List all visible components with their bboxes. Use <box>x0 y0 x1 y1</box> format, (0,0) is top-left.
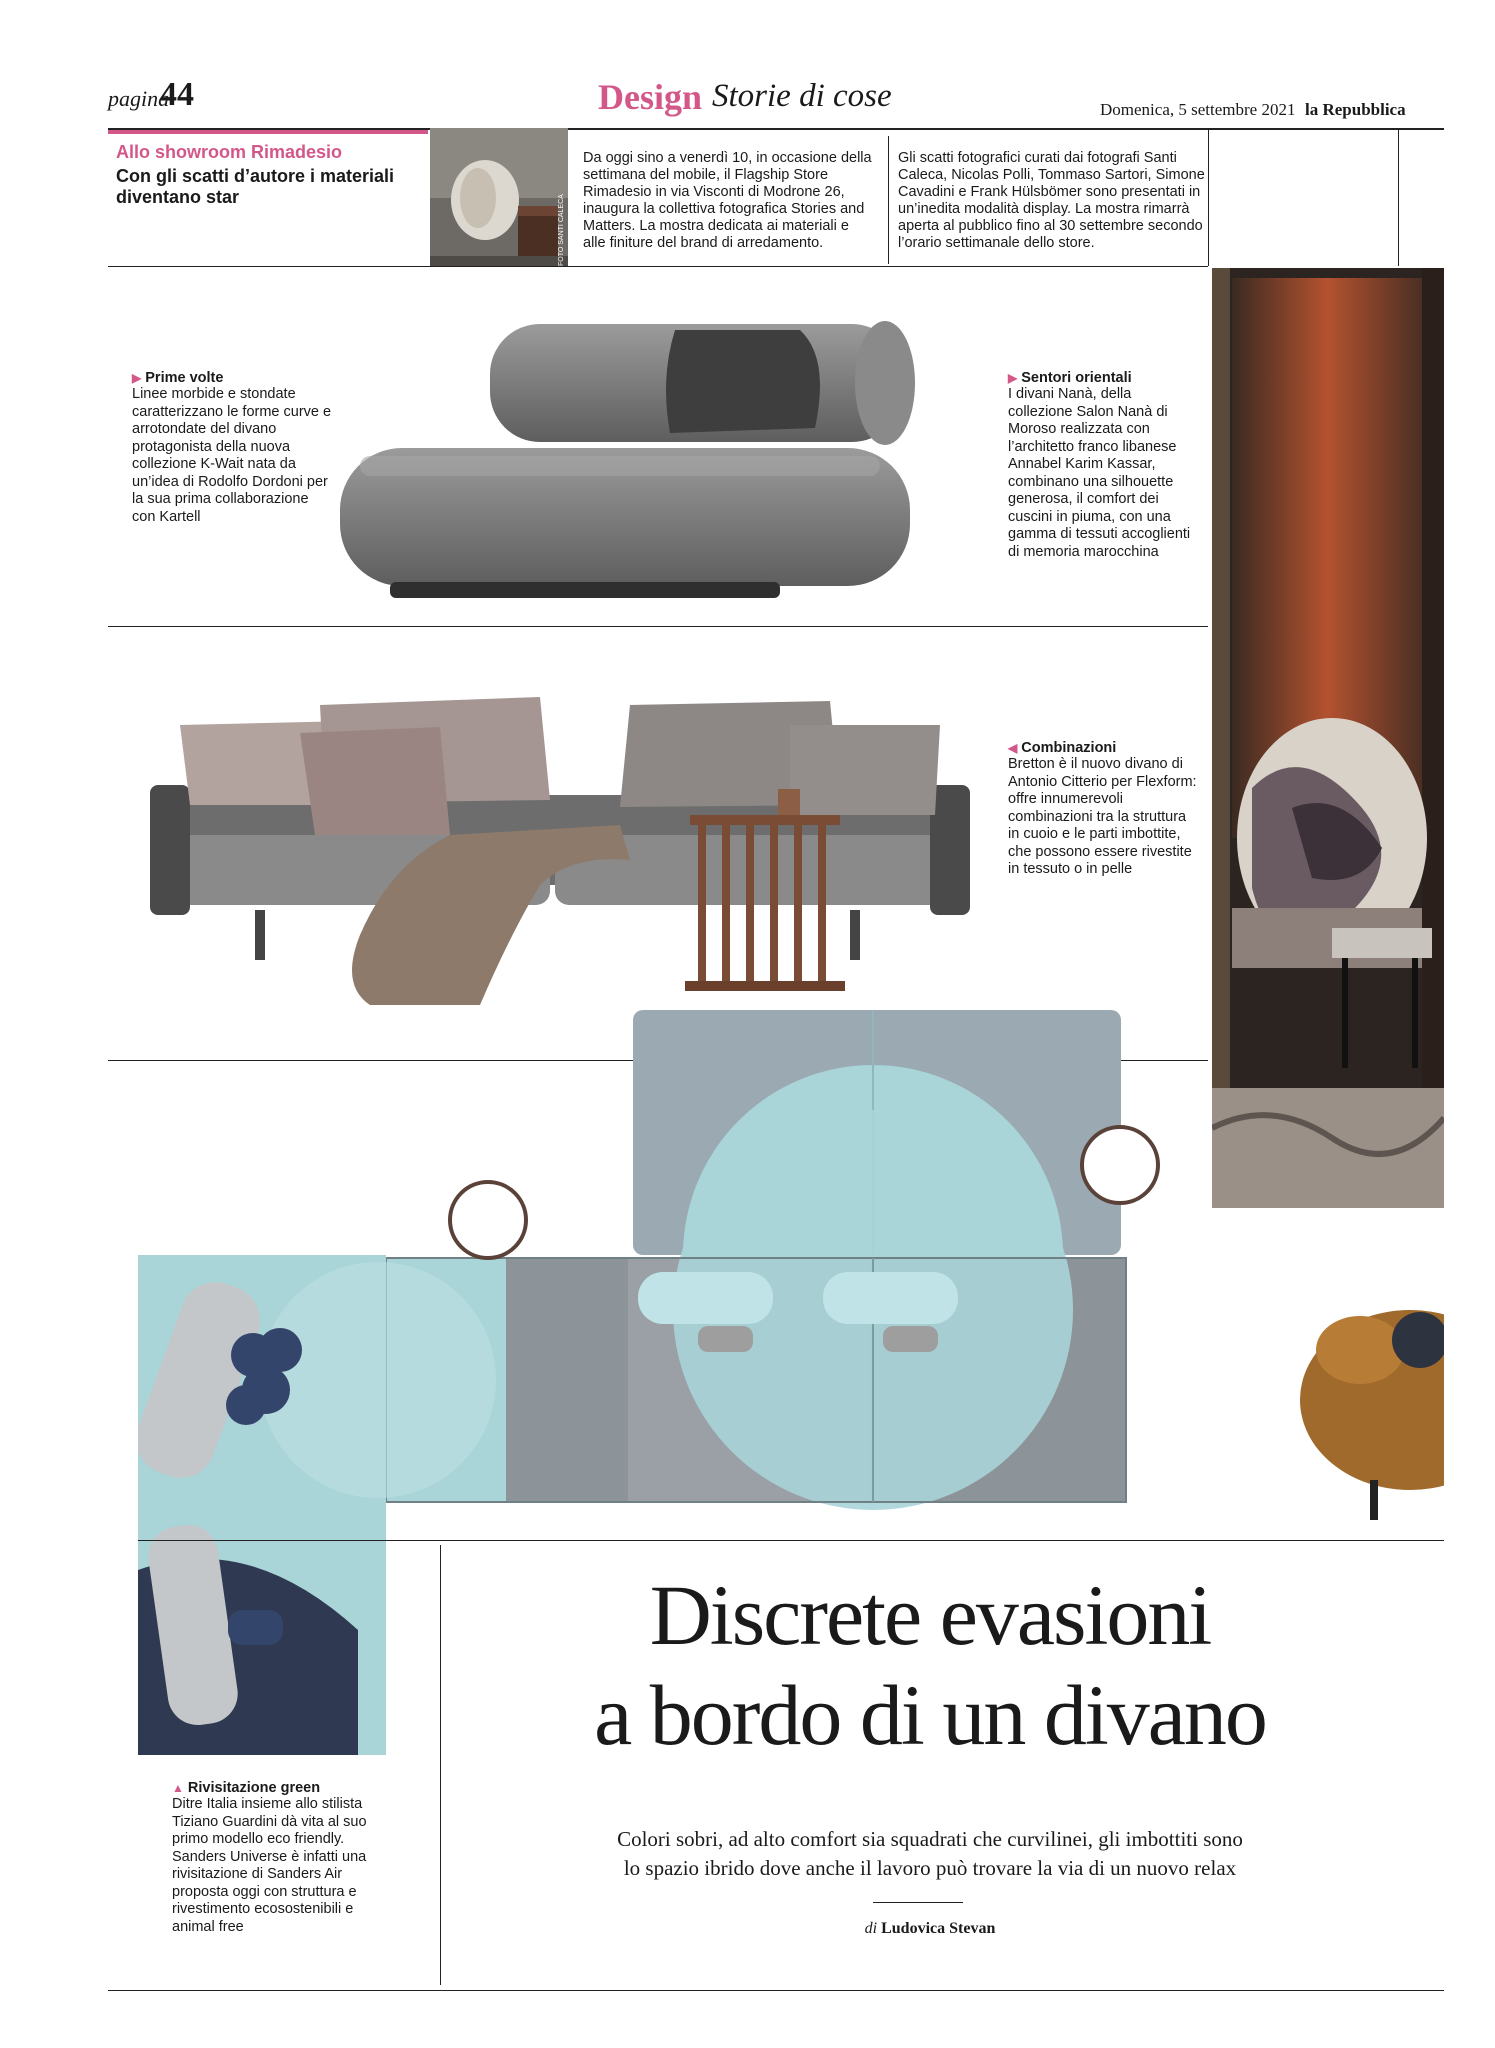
caption-title: Rivisitazione green <box>187 1780 321 1796</box>
kwait-sofa-image <box>330 318 930 608</box>
byline-prefix: di <box>864 1920 878 1937</box>
article-headline <box>440 1565 1420 1765</box>
box-right-edge-2 <box>1398 128 1399 266</box>
box-kicker: Allo showroom Rimadesio <box>116 142 343 162</box>
caption-title: Combinazioni <box>1021 740 1117 756</box>
bretton-sofa-image <box>150 685 1010 1005</box>
box-divider <box>888 136 889 264</box>
masthead-logo: la Repubblica <box>1305 100 1406 119</box>
byline-author: Ludovica Stevan <box>881 1920 996 1937</box>
dateline: Domenica, 5 settembre 2021 <box>1100 100 1296 119</box>
box-bottom-rule <box>108 266 1208 267</box>
triangle-right-icon: ▶ <box>132 371 142 385</box>
showroom-photo <box>430 128 568 266</box>
photo-credit: FOTO SANTI CALECA <box>558 194 565 266</box>
kicker-rule <box>108 130 428 134</box>
section-subtitle: Storie di cose <box>712 78 892 114</box>
caption-body: Linee morbide e stondate caratterizzano le forme curve e arrotondate del divano protagonista della nuova collezione K-Wait nata da un’idea di Rodolfo Dordoni per la sua prima collaborazione con Kartell <box>132 386 332 525</box>
standfirst-line-2: lo spazio ibrido dove anche il lavoro può trovare la via di un nuovo relax <box>623 1856 1237 1880</box>
caption-green <box>172 1780 377 1936</box>
headline-line-1: Discrete evasioni <box>649 1567 1211 1663</box>
caption-body: Ditre Italia insieme allo stilista Tiziano Guardini dà vita al suo primo modello eco friendly. Sanders Universe è infatti una rivisitazione di Sanders Air proposta oggi con struttura e rivestimento ecosostenibili e animal free <box>172 1796 367 1935</box>
section-title: Design <box>598 77 703 117</box>
box-title: Con gli scatti d’autore i materiali diventano star <box>116 166 395 207</box>
footer-rule <box>108 1990 1444 1991</box>
triangle-right-icon: ▶ <box>1008 371 1018 385</box>
article-standfirst <box>470 1825 1390 1883</box>
page-label: pagina <box>108 86 170 111</box>
caption-prime-volte <box>132 370 332 526</box>
headline-line-2: a bordo di un divano <box>594 1667 1266 1763</box>
section-rule-3 <box>138 1540 1444 1541</box>
triangle-up-icon: ▲ <box>172 1781 184 1795</box>
page-number: 44 <box>160 76 194 113</box>
standfirst-line-1: Colori sobri, ad alto comfort sia squadrati che curvilinei, gli imbottiti sono <box>617 1827 1243 1851</box>
caption-combinazioni <box>1008 740 1198 879</box>
triangle-left-icon: ◀ <box>1008 741 1018 755</box>
box-column-2: Gli scatti fotografici curati dai fotografi Santi Caleca, Nicolas Polli, Tommaso Sartori, Simone Cavadini e Frank Hülsbömer sono presentati in un’inedita modalità display. La mostra rimarrà aperta al pubblico fino al 30 settembre secondo l’orario settimanale dello store. <box>898 150 1205 251</box>
caption-title: Prime volte <box>145 370 224 386</box>
caption-body: Bretton è il nuovo divano di Antonio Citterio per Flexform: offre innumerevoli combinazioni tra la struttura in cuoio e le parti imbottite, che possono essere rivestite in tessuto o in pelle <box>1008 756 1197 877</box>
caption-body: I divani Nanà, della collezione Salon Nanà di Moroso realizzata con l’architetto franco libanese Annabel Karim Kassar, combinano una silhouette generosa, il comfort dei cuscini in piuma, con una gamma di tessuti accoglienti di memoria marocchina <box>1008 386 1191 560</box>
byline-rule <box>873 1902 963 1903</box>
nana-sofa-photo <box>1212 268 1444 1208</box>
section-rule-1 <box>108 626 1208 627</box>
caption-sentori <box>1008 370 1198 561</box>
byline <box>790 1920 1070 1938</box>
caption-title: Sentori orientali <box>1021 370 1132 386</box>
brown-sofa-detail <box>1300 1280 1444 1520</box>
box-column-1: Da oggi sino a venerdì 10, in occasione della settimana del mobile, il Flagship Store Rimadesio in via Visconti di Modrone 26, inaugura la collettiva fotografica Stories and Matters. La mostra dedicata ai materiali e alle finiture del brand di arredamento. <box>583 150 872 251</box>
box-right-edge <box>1208 128 1209 266</box>
